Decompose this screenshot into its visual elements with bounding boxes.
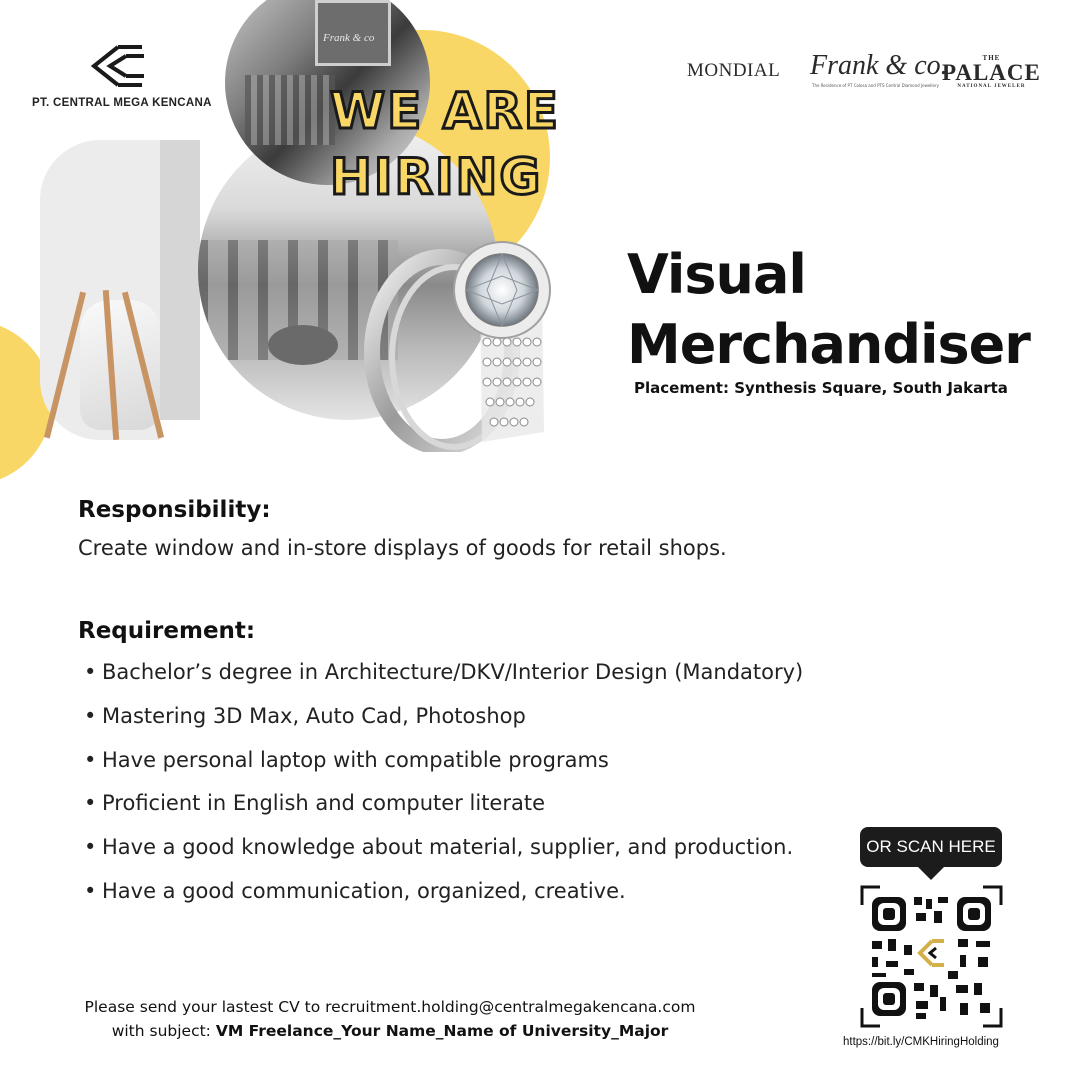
requirement-list bbox=[84, 656, 803, 919]
list-item-text: Proficient in English and computer literate bbox=[102, 791, 545, 816]
palace-the: THE bbox=[982, 54, 1001, 62]
bullet: • bbox=[84, 703, 97, 728]
mondial-logo: MONDIAL bbox=[687, 60, 781, 81]
placement-text: Placement: Synthesis Square, South Jakarta bbox=[634, 379, 1008, 397]
qr-code-icon[interactable] bbox=[860, 885, 1003, 1028]
list-item bbox=[84, 744, 803, 788]
bullet: • bbox=[84, 835, 97, 860]
scan-here-badge: OR SCAN HERE bbox=[860, 827, 1002, 867]
badge-pointer bbox=[917, 866, 945, 880]
job-title-line-1: Visual bbox=[627, 243, 806, 306]
application-instructions bbox=[40, 995, 740, 1043]
responsibility-heading: Responsibility: bbox=[78, 497, 271, 523]
footer-line-2 bbox=[40, 1019, 740, 1043]
footer-line-1: Please send your lastest CV to recruitment.holding@centralmegakencana.com bbox=[84, 998, 696, 1016]
list-item-text: Bachelor’s degree in Architecture/DKV/Interior Design (Mandatory) bbox=[102, 660, 804, 684]
frank-and-co-logo: Frank & co. bbox=[810, 50, 948, 81]
headline-line-1: WE ARE bbox=[330, 82, 561, 140]
frank-and-co-tagline: The Residence of PT Colosa and PTS Central Diamond Jewellery bbox=[812, 83, 939, 88]
shelf-shape bbox=[245, 75, 335, 145]
diamond-ring-image bbox=[362, 232, 552, 452]
headline-line-2: HIRING bbox=[330, 148, 543, 206]
the-palace-logo bbox=[942, 54, 1041, 89]
job-title bbox=[627, 240, 1030, 380]
chair-seat-shape bbox=[80, 300, 160, 430]
list-item bbox=[84, 875, 803, 919]
bullet: • bbox=[84, 791, 97, 816]
list-item bbox=[84, 700, 803, 744]
palace-main: PALACE bbox=[942, 60, 1041, 85]
store-sign-text: Frank & co bbox=[323, 32, 375, 44]
list-item bbox=[84, 656, 803, 700]
photo-strip bbox=[160, 140, 200, 420]
bullet: • bbox=[84, 747, 97, 772]
requirement-heading: Requirement: bbox=[78, 618, 256, 644]
bullet: • bbox=[84, 660, 97, 684]
stool-shape bbox=[268, 325, 338, 365]
palace-tagline: NATIONAL JEWELER bbox=[957, 84, 1026, 89]
qr-link-text[interactable]: https://bit.ly/CMKHiringHolding bbox=[843, 1036, 999, 1048]
job-title-line-2: Merchandiser bbox=[627, 313, 1030, 376]
footer-subject: VM Freelance_Your Name_Name of University_Major bbox=[215, 1022, 669, 1040]
list-item-text: Have a good knowledge about material, supplier, and production. bbox=[102, 835, 794, 860]
list-item-text: Have personal laptop with compatible programs bbox=[102, 747, 609, 772]
list-item-text: Have a good communication, organized, creative. bbox=[102, 878, 626, 903]
responsibility-text: Create window and in-store displays of goods for retail shops. bbox=[78, 536, 727, 560]
list-item bbox=[84, 831, 803, 875]
we-are-hiring-headline bbox=[330, 78, 560, 210]
list-item-text: Mastering 3D Max, Auto Cad, Photoshop bbox=[102, 703, 526, 728]
cmk-logo-icon bbox=[88, 44, 148, 88]
list-item bbox=[84, 787, 803, 831]
company-name: PT. CENTRAL MEGA KENCANA bbox=[32, 97, 212, 109]
bullet: • bbox=[84, 878, 97, 903]
footer-subject-prefix: with subject: bbox=[111, 1022, 216, 1040]
